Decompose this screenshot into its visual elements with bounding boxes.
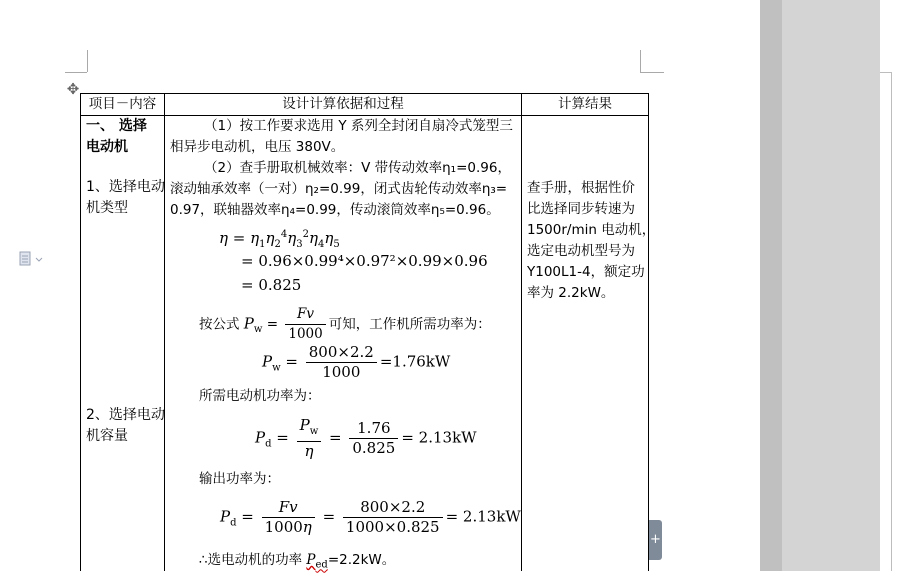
- step2-line2: 滚动轴承效率（一对）η₂=0.99，闭式齿轮传动效率η₃=: [170, 181, 508, 197]
- eta-formula: $\eta = \eta_1\eta_2^4\eta_3^2\eta_4\eta_5$: [219, 229, 340, 250]
- step2-line3: 0.97，联轴器效率η₄=0.99，传动滚筒效率η₅=0.96。: [170, 202, 500, 218]
- expand-panel-button[interactable]: +: [649, 520, 662, 560]
- output-intro: 输出功率为：: [199, 471, 280, 487]
- item-select-motor: 一、 选择 电动机: [86, 118, 147, 155]
- item-motor-type: 1、选择电动 机类型: [86, 179, 165, 216]
- next-page-edge: [880, 0, 900, 571]
- item-motor-capacity: 2、选择电动 机容量: [86, 407, 165, 444]
- eta-value: = 0.825: [241, 276, 302, 294]
- step2-line1: （2）查手册取机械效率：V 带传动效率η₁=0.96，: [204, 160, 511, 176]
- pd-calculation: $P_d$ = $\frac{P_w}{\eta}$ = $\frac{1.76}{0.825}$ = 2.13kW: [255, 416, 477, 460]
- crop-mark-right-v: [640, 50, 641, 72]
- crop-mark-right-h: [640, 72, 664, 73]
- page-gap: [760, 0, 880, 571]
- table-move-handle-icon[interactable]: ✥: [66, 80, 80, 98]
- pd-output-calculation: $P_d$ = $\frac{Fv}{1000\eta}$ = $\frac{800\times 2.2}{1000\times 0.825}$ = 2.13kW: [220, 498, 521, 536]
- pw-formula-line: 按公式 $P_w$ = $\frac{Fv}{1000}$ 可知，工作机所需功率为：: [199, 306, 491, 342]
- pw-calculation: $P_w$ = $\frac{800\times 2.2}{1000}$ =1.76kW: [262, 343, 451, 381]
- header-result: 计算结果: [558, 96, 612, 112]
- pd-intro: 所需电动机功率为：: [199, 388, 321, 404]
- paste-options-icon[interactable]: [18, 250, 44, 268]
- header-item-content: 项目－内容: [88, 96, 157, 112]
- eta-expression: = 0.96×0.99⁴×0.97²×0.99×0.96: [241, 252, 488, 270]
- header-process: 设计计算依据和过程: [282, 96, 404, 112]
- design-table: [80, 93, 656, 571]
- step1-line1: （1）按工作要求选用 Y 系列全封闭自扇冷式笼型三: [204, 118, 513, 134]
- crop-mark-left-v: [87, 50, 88, 72]
- crop-mark-left-h: [65, 72, 87, 73]
- step1-line2: 相异步电动机，电压 380V。: [170, 139, 345, 155]
- final-selection: ∴选电动机的功率 $P_{ed}=2.2kW$。: [199, 552, 396, 571]
- result-text: 查手册，根据性价 比选择同步转速为 1500r/min 电动机， 选定电动机型号为 Y100L1-4，额定功 率为 2.2kW。: [527, 180, 656, 301]
